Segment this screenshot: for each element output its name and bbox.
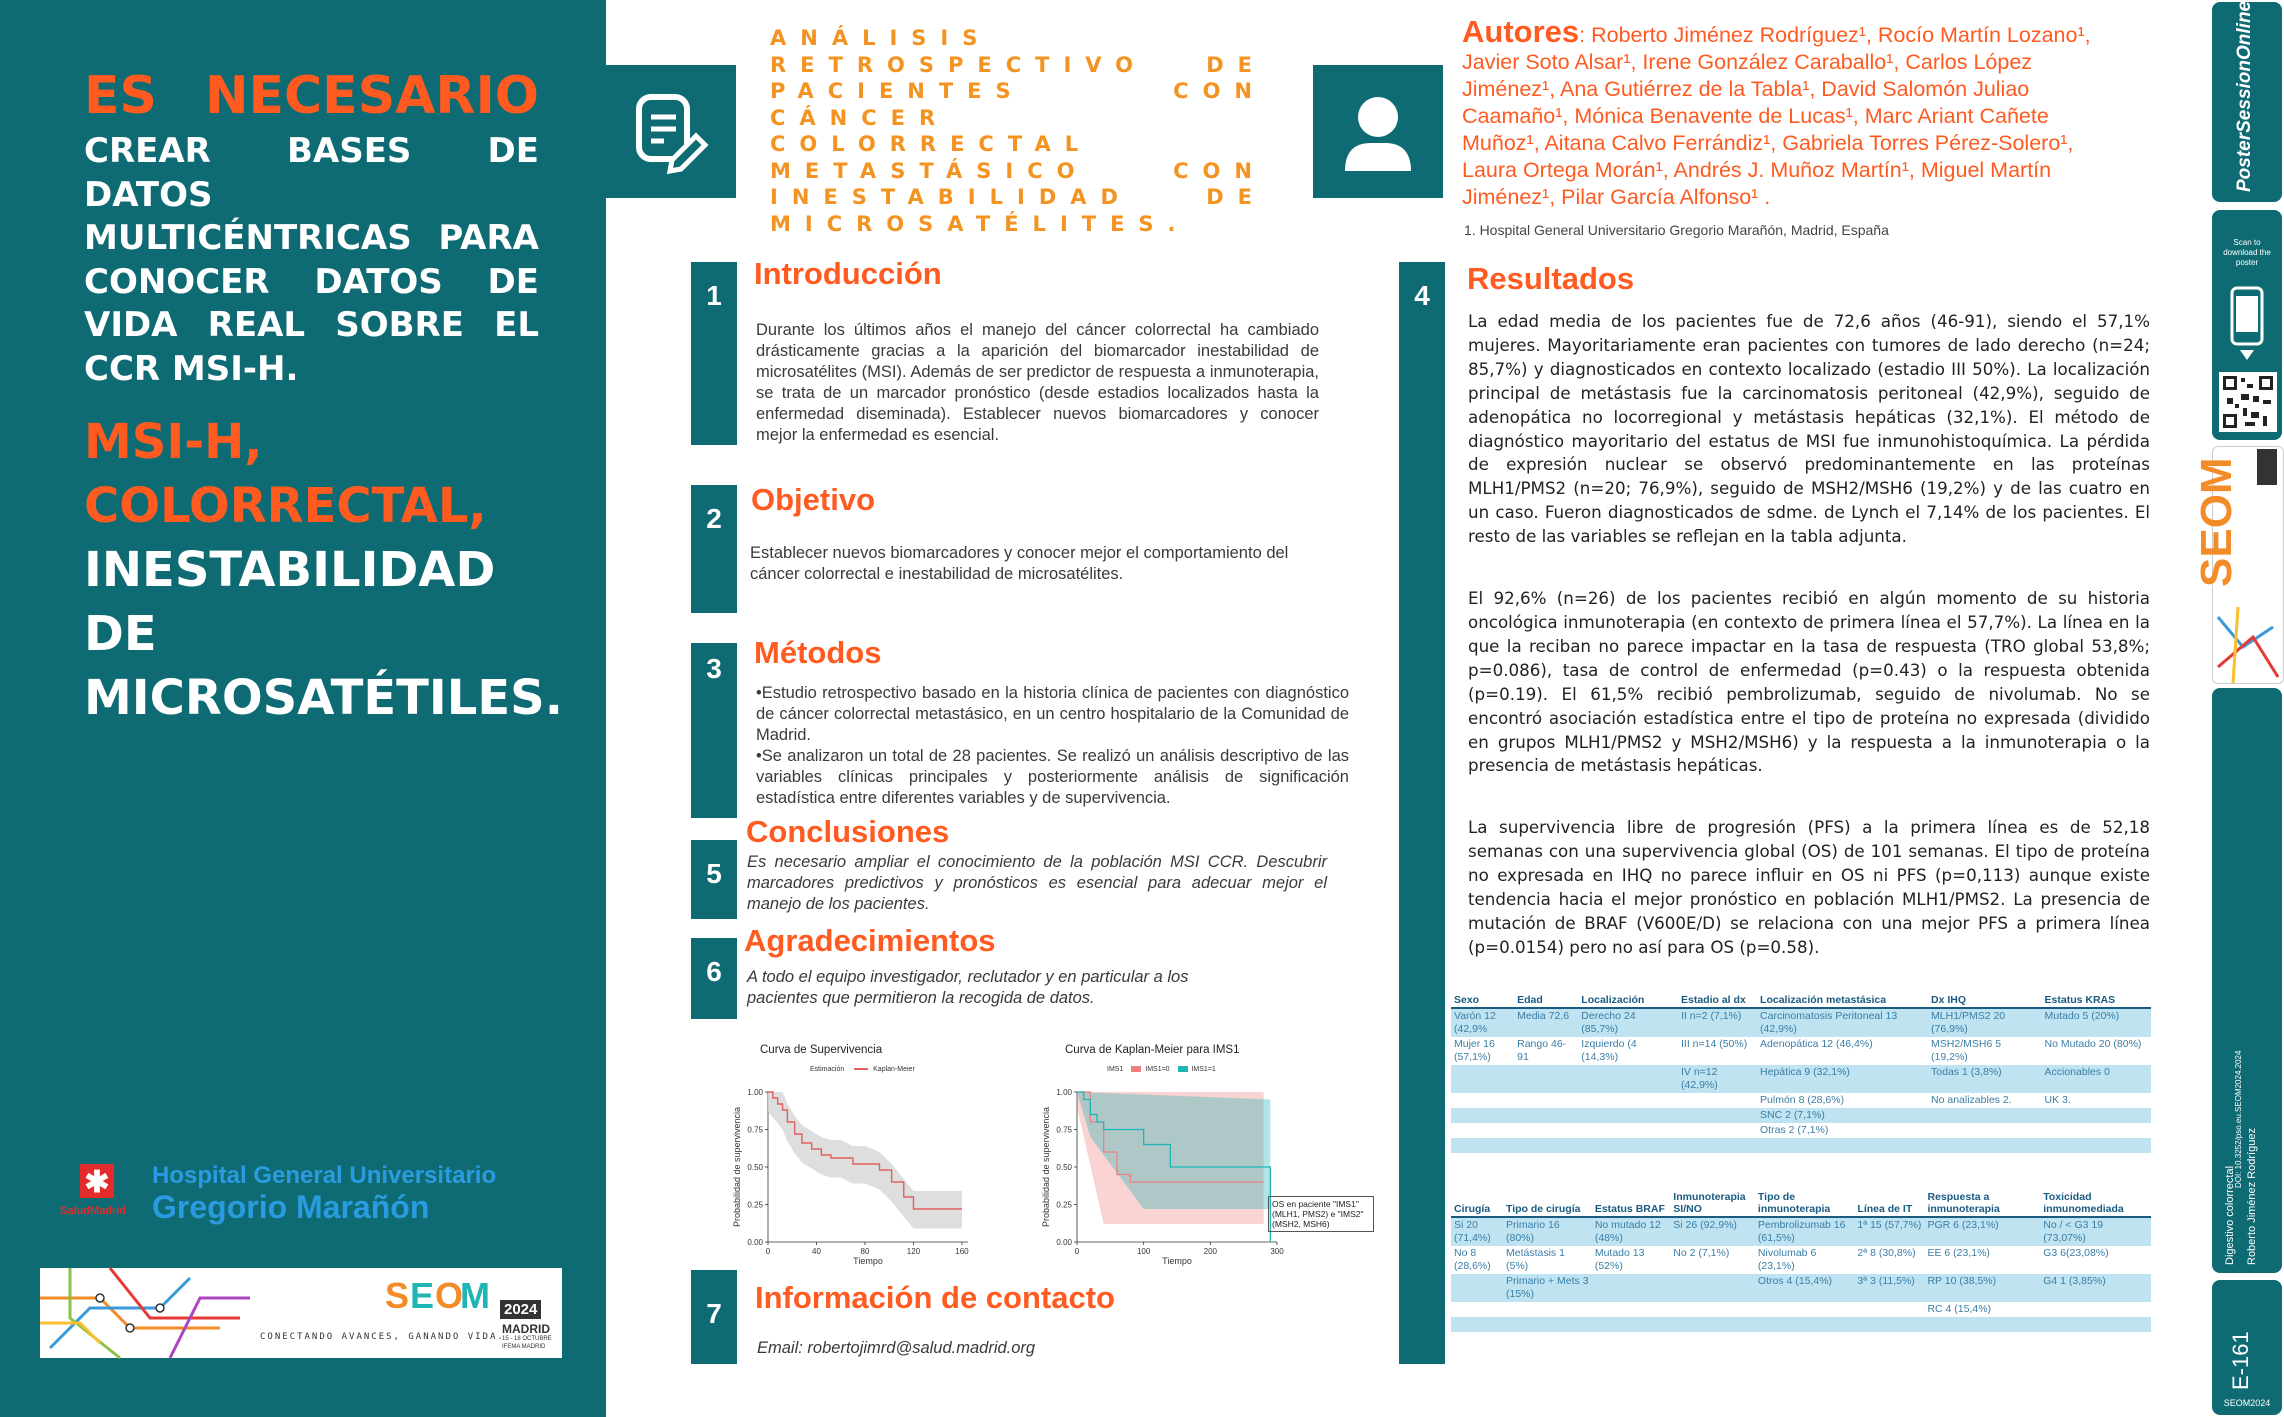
svg-text:M: M [460, 1275, 490, 1316]
table-header-cell: Inmunoterapia SI/NO [1670, 1190, 1755, 1217]
table-row [1451, 1274, 2151, 1302]
banner-city: MADRID [502, 1322, 550, 1336]
km2-legend-title: IMS1 [1107, 1066, 1124, 1073]
table-row [1451, 1302, 2151, 1317]
table-cell [2042, 1153, 2151, 1168]
table-header-cell: Localización [1578, 993, 1678, 1008]
km1-legend-title: Estimación [810, 1066, 845, 1073]
section-number-3 [691, 643, 737, 818]
table-cell: III n=14 (50%) [1680, 1038, 1748, 1050]
table-row [1451, 1138, 2151, 1153]
table-cell [1928, 1153, 2042, 1168]
table-cell [1678, 1093, 1757, 1108]
table-cell [1578, 1153, 1678, 1168]
table-row [1451, 1217, 2151, 1246]
metodos-item-2: •Se analizaron un total de 28 pacientes. Se realizó un análisis descriptivo de las variables clínicas principales y posteriormente análisis de significación estadística entre diferentes variables y de supervivencia. [756, 747, 1349, 807]
table-cell [1678, 1138, 1757, 1153]
number-label: 6 [706, 956, 722, 987]
resultados-p3: La supervivencia libre de progresión (PFS) a la primera línea es de 52,18 semanas con una supervivencia global (OS) de 101 semanas. El tipo de proteína no expresada en IHQ no parece influir en OS ni PFS (p=0,113) aunque existe tendencia hacia el mejor pronóstico en población MLH1/PMS2. La presencia de mutación de BRAF (V600E/D) se relaciona con una mejor PFS a primera línea (p=0.0154) pero no así para OS (p=0.58). [1468, 817, 2150, 957]
table-cell [1451, 1274, 1503, 1302]
table-header-cell: Tipo de inmunoterapia [1755, 1190, 1855, 1217]
section-number-1 [691, 262, 737, 445]
table-cell [1670, 1332, 1755, 1347]
banner-dates: 15 - 18 OCTUBRE [502, 1336, 552, 1342]
table-header-cell: Estatus BRAF [1592, 1190, 1670, 1217]
table-cell [1678, 1123, 1757, 1138]
number-label: 3 [706, 653, 722, 684]
svg-text:E: E [410, 1275, 435, 1316]
table-cell: G4 1 (3,85%) [2040, 1274, 2151, 1302]
km-chart-2 [1032, 1038, 1332, 1268]
right-strip [2192, 0, 2283, 1417]
table-cell [1928, 1138, 2042, 1153]
table-cell: Hepática 9 (32,1%) [1757, 1065, 1928, 1093]
y-tick-label: 0.25 [747, 1200, 763, 1210]
number-label: 1 [706, 280, 722, 311]
table-cell: RC 4 (15,4%) [1927, 1303, 1992, 1315]
agradecimientos-text: A todo el equipo investigador, reclutador y en particular a los pacientes que permitieron la recogida de datos. [747, 968, 1189, 1007]
number-label: 4 [1414, 280, 1430, 311]
y-axis-label: Probabilidad de supervivencia [732, 1106, 742, 1228]
km-chart-1 [713, 1038, 993, 1268]
resultados-title: Resultados [1467, 261, 1635, 296]
km2-title: Curva de Kaplan-Meier para IMS1 [1065, 1044, 1240, 1056]
code-box [2212, 1280, 2282, 1415]
table-header-cell: Localización metastásica [1757, 993, 1928, 1008]
table-cell [1503, 1332, 1592, 1347]
table-cell [1592, 1302, 1670, 1317]
headline [84, 62, 539, 391]
table-cell: No mutado 12 (48%) [1592, 1217, 1670, 1246]
metodos-item-1-text: Estudio retrospectivo basado en la historia clínica de pacientes con diagnóstico de cáncer colorrectal metastásico, en un centro hospitalario de la Comunidad de Madrid. [756, 684, 1349, 744]
table-cell [1578, 1138, 1678, 1153]
y-tick-label: 1.00 [1056, 1088, 1072, 1097]
banner-year: 2024 [500, 1300, 541, 1319]
y-tick-label: 0.50 [747, 1163, 763, 1172]
km1-confidence-band [768, 1092, 962, 1229]
table-cell: No 8 (28,6%) [1454, 1247, 1491, 1272]
table-cell: Derecho 24 (85,7%) [1578, 1008, 1678, 1037]
table-cell: UK 3. [2044, 1094, 2071, 1106]
table-cell: Otras 2 (7,1%) [1760, 1124, 1829, 1136]
table-1-wrap [1451, 993, 2151, 1168]
y-tick-label: 0.50 [1056, 1163, 1072, 1172]
table-cell: Varón 12 (42,9% [1451, 1008, 1514, 1037]
table-cell [1757, 1153, 1928, 1168]
table-cell: Mutado 13 (52%) [1594, 1247, 1645, 1272]
conclusiones-text: Es necesario ampliar el conocimiento de la población MSI CCR. Descubrir marcadores predictivos y pronósticos es esencial para adecuar mejor el manejo de los pacientes. [747, 853, 1327, 913]
table-cell: No 2 (7,1%) [1673, 1247, 1730, 1259]
table-cell: Pembrolizumab 16 (61,5%) [1755, 1217, 1855, 1246]
table-cell [1678, 1108, 1757, 1123]
authors [1462, 14, 2122, 211]
table-row [1451, 1037, 2151, 1065]
km2-legend-series-0: IMS1=0 [1145, 1066, 1170, 1073]
resultados-p2: El 92,6% (n=26) de los pacientes recibió en algún momento de su historia oncológica inmunoterapia (en contexto de primera línea el 57,7%). La línea en la que la reciban no parece impactar en la tasa de respuesta (TRO global 53,8%; p=0.086), tasa de control de enfermedad (p=0.43) o la respuesta obtenida (p=0.19). El 61,5% recibió pembrolizumab, seguido de nivolumab. No se encontró asociación estadística entre el tipo de proteína no expresada (dividido en grupos MLH1/PMS2 y MSH2/MSH6) y la respuesta a la inmunoterapia o la presencia de metástasis hepáticas. [1468, 588, 2150, 776]
table-cell: SNC 2 (7,1%) [1757, 1108, 1928, 1123]
banner-venue: IFEMA MADRID [502, 1344, 546, 1350]
table-cell [1451, 1153, 1514, 1168]
subject: Digestivo colorrectal [2224, 1165, 2236, 1265]
svg-text:S: S [385, 1275, 410, 1316]
table-cell [2040, 1317, 2151, 1332]
table-cell [1503, 1317, 1592, 1332]
table-cell [1451, 1065, 1514, 1093]
km1-legend-series: Kaplan-Meier [873, 1066, 915, 1073]
x-tick-label: 0 [1074, 1247, 1080, 1256]
hospital-name [152, 1163, 496, 1225]
keywords [84, 410, 563, 730]
agradecimientos-title: Agradecimientos [744, 923, 996, 958]
table-row [1451, 1317, 2151, 1332]
contacto-title: Información de contacto [755, 1280, 1115, 1315]
table-cell: MSH2/MSH6 5 (19,2%) [1931, 1038, 2002, 1063]
y-tick-label: 0.00 [1056, 1238, 1072, 1247]
table-cell [1755, 1302, 1855, 1317]
table-cell: Mujer 16 (57,1%) [1454, 1038, 1495, 1063]
table-cell [1451, 1108, 1514, 1123]
section-number-5 [691, 840, 737, 919]
table-cell [1514, 1153, 1578, 1168]
y-tick-label: 0.75 [747, 1125, 763, 1135]
table-header-cell: Estadio al dx [1678, 993, 1757, 1008]
poster-code: E-161 [2228, 1331, 2253, 1390]
table-cell [1514, 1138, 1578, 1153]
doi: DOI: 10.3252/pso.eu.SEOM2024.2024 [2234, 1050, 2243, 1188]
affiliation: 1. Hospital General Universitario Gregorio Marañón, Madrid, España [1464, 222, 1889, 238]
table-cell [1670, 1302, 1755, 1317]
x-tick-label: 100 [1136, 1247, 1151, 1256]
table-cell [1928, 1123, 2042, 1138]
y-tick-label: 0.00 [747, 1238, 763, 1247]
y-tick-label: 1.00 [747, 1088, 763, 1097]
table-header-cell: Estatus KRAS [2042, 993, 2151, 1008]
event-code: SEOM2024 [2223, 1398, 2271, 1408]
table-row [1451, 1065, 2151, 1093]
intro-text: Durante los últimos años el manejo del cáncer colorrectal ha cambiado drásticamente gracias a la aparición del biomarcador inestabilidad de microsatélites (MSI). Además de ser predictor de respuesta a inmunoterapia, se trata de un marcador pronóstico (desde estadios localizados hasta la enfermedad diseminada). Establecer nuevos biomarcadores y conocer mejor la enfermedad es esencial. [756, 321, 1319, 444]
table-cell [1755, 1332, 1855, 1347]
meta-box [2212, 1100, 2282, 1270]
table-cell [1503, 1302, 1592, 1317]
table-cell: 1ª 15 (57,7%) [1854, 1217, 1924, 1246]
table-cell: Primario 16 (80%) [1503, 1217, 1592, 1246]
table-header-cell: Sexo [1451, 993, 1514, 1008]
table-cell [1578, 1093, 1678, 1108]
table-cell [1924, 1332, 2040, 1347]
y-axis-label: Probabilidad de supervivencia [1041, 1106, 1051, 1228]
results-table-2 [1451, 1190, 2151, 1347]
table-cell: Carcinomatosis Peritoneal 13 (42,9%) [1757, 1008, 1928, 1037]
table-cell [1924, 1317, 2040, 1332]
table-cell: Si 26 (92,9%) [1670, 1217, 1755, 1246]
table-row [1451, 1123, 2151, 1138]
table-cell [1670, 1317, 1755, 1332]
document-icon-box [606, 65, 736, 198]
table-cell: Nivolumab 6 (23,1%) [1757, 1247, 1817, 1272]
table-cell: No Mutado 20 (80%) [2044, 1038, 2142, 1050]
x-tick-label: 0 [765, 1247, 771, 1256]
author-name: Roberto Jiménez Rodríguez [2246, 1128, 2258, 1265]
intro-title: Introducción [754, 256, 942, 291]
metodos-title: Métodos [754, 635, 882, 670]
table-row [1451, 1246, 2151, 1274]
seom-banner [40, 1268, 562, 1358]
x-axis-label: Tiempo [1162, 1256, 1192, 1266]
phone-icon [2226, 286, 2268, 366]
y-tick-label: 0.75 [1056, 1125, 1072, 1135]
table-cell: Izquierdo (4 (14,3%) [1581, 1038, 1637, 1063]
table-row [1451, 1108, 2151, 1123]
table-cell [1578, 1065, 1678, 1093]
table-cell [1592, 1332, 1670, 1347]
number-label: 7 [706, 1298, 722, 1329]
section-number-2 [691, 485, 737, 613]
qr-code-icon [2219, 372, 2277, 432]
number-label: 2 [706, 503, 722, 534]
y-tick-label: 0.25 [1056, 1200, 1072, 1210]
table-cell: Rango 46-91 [1517, 1038, 1567, 1063]
table-cell [1592, 1317, 1670, 1332]
person-icon [1313, 65, 1443, 198]
table-header-cell: Toxicidad inmunomediada [2040, 1190, 2151, 1217]
table-cell [1451, 1138, 1514, 1153]
table-cell: Pulmón 8 (28,6%) [1760, 1094, 1845, 1106]
table-cell [1670, 1274, 1755, 1302]
person-icon-box [1313, 65, 1443, 198]
table-row [1451, 1332, 2151, 1347]
table-header-cell: Edad [1514, 993, 1578, 1008]
km2-plot [1032, 1038, 1332, 1268]
keywords-orange: MSI-H, COLORRECTAL, [84, 414, 487, 534]
banner-slogan: CONECTANDO AVANCES, GANANDO VIDA. [260, 1332, 505, 1342]
table-cell: PGR 6 (23,1%) [1924, 1217, 2040, 1246]
table-cell: RP 10 (38,5%) [1924, 1274, 2040, 1302]
resultados-text [1468, 310, 2150, 985]
table-cell: G3 6(23,08%) [2043, 1247, 2109, 1259]
table-cell [1451, 1332, 1503, 1347]
table-cell [1578, 1108, 1678, 1123]
table-cell [1451, 1123, 1514, 1138]
metro-map-graphic [40, 1268, 562, 1358]
headline-orange: ES NECESARIO [84, 66, 539, 126]
x-tick-label: 40 [812, 1247, 821, 1256]
seom-side-logo [2192, 446, 2284, 684]
table-cell [1514, 1108, 1578, 1123]
table-cell [1451, 1093, 1514, 1108]
table-header-row [1451, 993, 2151, 1008]
objetivo-title: Objetivo [751, 482, 876, 517]
download-box [2212, 210, 2282, 440]
headline-white: CREAR BASES DE DATOS MULTICÉNTRICAS PARA CONOCER DATOS DE VIDA REAL SOBRE EL CCR MSI-H. [84, 131, 539, 389]
table-cell [1451, 1302, 1503, 1317]
x-tick-label: 200 [1203, 1247, 1218, 1256]
x-tick-label: 120 [906, 1247, 921, 1256]
svg-text:O: O [435, 1275, 464, 1316]
table-cell [1854, 1302, 1924, 1317]
km2-note: OS en paciente "IMS1" (MLH1, PMS2) e "IMS2" (MSH2, MSH6) [1268, 1196, 1374, 1232]
table-cell: EE 6 (23,1%) [1927, 1247, 1990, 1259]
seom-side-graphic [2192, 447, 2283, 683]
table-cell [2042, 1108, 2151, 1123]
table-cell [1854, 1332, 1924, 1347]
poster-title: ANÁLISIS RETROSPECTIVO DE PACIENTES CON CÁNCER COLORRECTAL METASTÁSICO CON INESTABILIDAD DE MICROSATÉLITES. [770, 26, 1266, 236]
x-tick-label: 160 [955, 1247, 969, 1256]
number-label: 5 [706, 858, 722, 889]
table-cell: Accionables 0 [2042, 1065, 2151, 1093]
metodos-item-1: •Estudio retrospectivo basado en la historia clínica de pacientes con diagnóstico de cáncer colorrectal metastásico, en un centro hospitalario de la Comunidad de Madrid. [756, 684, 1349, 744]
table-cell: MLH1/PMS2 20 (76,9%) [1928, 1008, 2042, 1037]
authors-label: Autores [1462, 14, 1580, 49]
svg-text:✱: ✱ [84, 1166, 110, 1199]
objetivo-text: Establecer nuevos biomarcadores y conocer mejor el comportamiento del cáncer colorrectal e inestabilidad de microsatélites. [750, 544, 1289, 583]
metodos-text [756, 683, 1349, 809]
svg-text:SEOM: SEOM [2192, 457, 2241, 587]
table-cell: Todas 1 (3,8%) [1928, 1065, 2042, 1093]
table-cell [2042, 1138, 2151, 1153]
table-row [1451, 1153, 2151, 1168]
table-cell: No analizables 2. [1931, 1094, 2012, 1106]
km1-plot [713, 1038, 993, 1268]
table-cell [1514, 1065, 1578, 1093]
keywords-white: INESTABILIDAD DE MICROSATÉTILES. [84, 542, 563, 726]
table-header-cell: Línea de IT [1854, 1190, 1924, 1217]
table-cell: Si 20 (71,4%) [1451, 1217, 1503, 1246]
contacto-email: Email: robertojimrd@salud.madrid.org [757, 1339, 1036, 1357]
scan-text: Scan to download the poster [2223, 238, 2271, 267]
results-table-1 [1451, 993, 2151, 1168]
table-row [1451, 1093, 2151, 1108]
table-cell [1592, 1274, 1670, 1302]
table-cell [1678, 1153, 1757, 1168]
table-cell [1514, 1123, 1578, 1138]
table-cell: 3ª 3 (11,5%) [1854, 1274, 1924, 1302]
table-cell [2042, 1123, 2151, 1138]
section-number-4 [1399, 262, 1445, 1364]
x-tick-label: 80 [860, 1247, 870, 1256]
table-cell: Mutado 5 (20%) [2042, 1008, 2151, 1037]
table-row [1451, 1008, 2151, 1037]
salud-label: SaludMadrid [60, 1205, 127, 1217]
x-tick-label: 300 [1270, 1247, 1284, 1256]
table-header-row [1451, 1190, 2151, 1217]
pso-brand: PosterSessionOnline [2234, 0, 2255, 192]
table-cell: II n=2 (7,1%) [1678, 1008, 1757, 1037]
table-cell [1578, 1123, 1678, 1138]
resultados-p1: La edad media de los pacientes fue de 72,6 años (46-91), siendo el 57,1% mujeres. Mayoritariamente eran pacientes con tumores de lado derecho (n=24; 85,7%) y diagnosticados en contexto localizado (estadio III 50%). La localización principal de metástasis fue la carcinomatosis peritoneal (42,9%), seguido de adenopática no locorregional y metástasis hepáticas (32,1%). El método de diagnóstico mayoritario del estatus de MSI fue inmunohistoquímica. La pérdida de expresión nuclear se observó predominantemente en las proteínas MLH1/PMS2 (n=20; 76,9%), seguido de MSH2/MSH6 (19,2%) y de las cuatro en un caso. Fueron diagnosticados de sdme. de Lynch el 7,14% de los pacientes. El resto de las variables se reflejan en la tabla adjunta. [1468, 311, 2150, 547]
table-cell: IV n=12 (42,9%) [1678, 1065, 1757, 1093]
x-axis-label: Tiempo [853, 1256, 883, 1266]
table-header-cell: Cirugía [1451, 1190, 1503, 1217]
table-cell: Adenopática 12 (46,4%) [1760, 1038, 1873, 1050]
table-cell [2040, 1332, 2151, 1347]
conclusiones-title: Conclusiones [746, 814, 950, 849]
table-cell: No / < G3 19 (73,07%) [2040, 1217, 2151, 1246]
document-edit-icon [606, 65, 736, 198]
table-2-wrap [1451, 1190, 2151, 1347]
table-cell: 2ª 8 (30,8%) [1857, 1247, 1916, 1259]
table-cell: Media 72,6 [1514, 1008, 1578, 1037]
km1-title: Curva de Supervivencia [760, 1044, 883, 1056]
table-cell [1928, 1108, 2042, 1123]
pso-brand-box [2212, 2, 2282, 202]
left-panel [0, 0, 606, 1417]
table-cell: Otros 4 (15,4%) [1755, 1274, 1855, 1302]
table-cell [2040, 1302, 2151, 1317]
table-header-cell: Respuesta a inmunoterapia [1924, 1190, 2040, 1217]
table-cell [1451, 1317, 1503, 1332]
authors-list: : Roberto Jiménez Rodríguez¹, Rocío Martín Lozano¹, Javier Soto Alsar¹, Irene González Caraballo¹, Carlos López Jiménez¹, Ana Gutiérrez de la Tabla¹, David Salomón Juliao Caamaño¹, Mónica Benavente de Lucas¹, Marc Ariant Cañete Muñoz¹, Aitana Calvo Ferrándiz¹, Gabriela Torres Pérez-Solero¹, Laura Ortega Morán¹, Andrés J. Muñoz Martín¹, Miguel Martín Jiménez¹, Pilar García Alfonso¹ . [1462, 23, 2091, 209]
table-cell [1514, 1093, 1578, 1108]
table-header-cell: Tipo de cirugía [1503, 1190, 1592, 1217]
table-cell [1755, 1317, 1855, 1332]
section-number-6 [691, 938, 737, 1019]
hospital-line1: Hospital General Universitario [152, 1162, 497, 1189]
table-cell [1854, 1317, 1924, 1332]
table-header-cell: Dx IHQ [1928, 993, 2042, 1008]
table-cell: Metástasis 1 (5%) [1505, 1247, 1565, 1272]
table-cell: Primario + Mets 3 (15%) [1503, 1274, 1592, 1302]
table-cell [1757, 1138, 1928, 1153]
km2-legend-series-1: IMS1=1 [1191, 1066, 1216, 1073]
section-number-7 [691, 1270, 737, 1364]
hospital-line2: Gregorio Marañón [152, 1189, 430, 1225]
metodos-item-2-text: Se analizaron un total de 28 pacientes. Se realizó un análisis descriptivo de las variables clínicas principales y posteriormente análisis de significación estadística entre diferentes variables y de supervivencia. [756, 747, 1349, 807]
